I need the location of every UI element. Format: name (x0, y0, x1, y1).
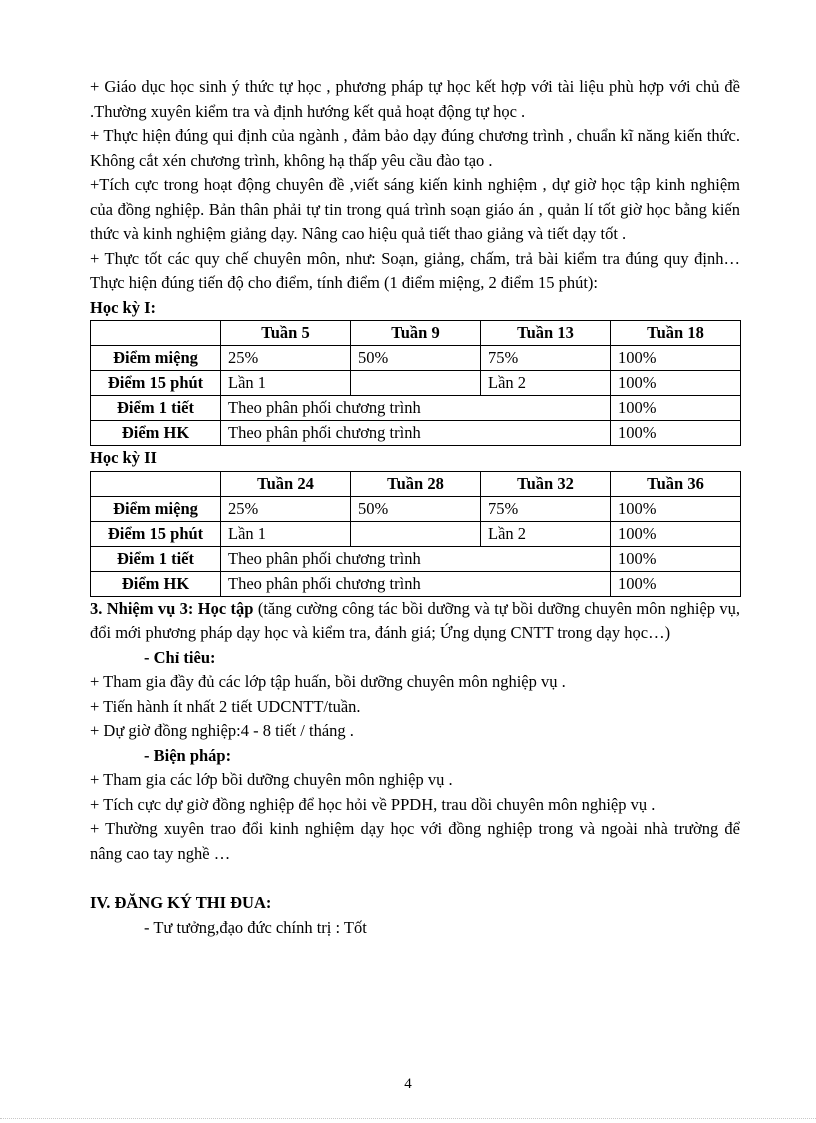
targets-heading: - Chỉ tiêu: (144, 647, 216, 667)
table-cell: 50% (351, 346, 481, 371)
document-page (90, 75, 740, 940)
target-item: + Tham gia đầy đủ các lớp tập huấn, bồi dưỡng chuyên môn nghiệp vụ . (90, 672, 566, 691)
table-cell: 25% (221, 346, 351, 371)
table-cell-merged: Theo phân phối chương trình (221, 546, 611, 571)
week-header: Tuần 18 (611, 321, 741, 346)
table-corner-cell (91, 321, 221, 346)
table-cell: 75% (481, 496, 611, 521)
table-row (91, 571, 741, 596)
paragraph-topics: +Tích cực trong hoạt động chuyên đề ,viết sáng kiến kinh nghiệm , dự giờ học tập kinh nghiệm của đồng nghiệp. Bản thân phải tự tin trong quá trình soạn giáo án , quản lí tốt giờ học bằng kiến thức và kinh nghiệm giảng dạy. Nâng cao hiệu quả tiết thao giảng và tiết dạy tốt . (90, 175, 740, 243)
paragraph-regulations: + Thực hiện đúng qui định của ngành , đảm bảo dạy đúng chương trình , chuẩn kĩ năng kiến thức. Không cắt xén chương trình, không hạ thấp yêu cầu đào tạo . (90, 126, 740, 170)
table-row (91, 521, 741, 546)
table-cell: 100% (611, 396, 741, 421)
table-cell: Lần 2 (481, 371, 611, 396)
table-cell: 25% (221, 496, 351, 521)
row-label: Điểm 15 phút (91, 521, 221, 546)
measure-item: + Tích cực dự giờ đồng nghiệp để học hỏi về PPDH, trau dồi chuyên môn nghiệp vụ . (90, 794, 656, 814)
table-row (91, 421, 741, 446)
table-cell (351, 521, 481, 546)
table-row (91, 496, 741, 521)
week-header: Tuần 13 (481, 321, 611, 346)
row-label: Điểm 1 tiết (91, 396, 221, 421)
table-row (91, 371, 741, 396)
row-label: Điểm miệng (91, 346, 221, 371)
row-label: Điểm miệng (91, 496, 221, 521)
page-number: 4 (404, 1076, 412, 1092)
semester2-title: Học kỳ II (90, 448, 157, 467)
week-header: Tuần 32 (481, 471, 611, 496)
task3-heading: 3. Nhiệm vụ 3: Học tập (90, 598, 254, 618)
table-cell (351, 371, 481, 396)
table-cell: Lần 1 (221, 371, 351, 396)
week-header: Tuần 24 (221, 471, 351, 496)
row-label: Điểm HK (91, 421, 221, 446)
row-label: Điểm 1 tiết (91, 546, 221, 571)
measure-item: + Tham gia các lớp bồi dưỡng chuyên môn nghiệp vụ . (90, 770, 453, 789)
table-row (91, 546, 741, 571)
table-header-row (91, 471, 741, 496)
table-header-row (91, 321, 741, 346)
semester2-table (90, 471, 741, 597)
row-label: Điểm 15 phút (91, 371, 221, 396)
task3-paragraph (90, 597, 740, 646)
week-header: Tuần 5 (221, 321, 351, 346)
measures-heading: - Biện pháp: (144, 745, 232, 765)
table-cell-merged: Theo phân phối chương trình (221, 396, 611, 421)
table-cell: 75% (481, 346, 611, 371)
table-cell-merged: Theo phân phối chương trình (221, 571, 611, 596)
table-cell: 50% (351, 496, 481, 521)
week-header: Tuần 28 (351, 471, 481, 496)
table-cell: 100% (611, 371, 741, 396)
table-row (91, 396, 741, 421)
section4-item: - Tư tưởng,đạo đức chính trị : Tốt (144, 917, 367, 937)
measure-item: + Thường xuyên trao đổi kinh nghiệm dạy học với đồng nghiệp trong và ngoài nhà trường để nâng cao tay nghề … (90, 819, 740, 863)
table-cell: 100% (611, 346, 741, 371)
table-row (91, 346, 741, 371)
task3-description: (tăng cường công tác bồi dưỡng và tự bồi dưỡng chuyên môn nghiệp vụ, đổi mới phương pháp dạy học và kiểm tra, đánh giá; Ứng dụng CNTT trong dạy học…) (90, 598, 740, 642)
week-header: Tuần 36 (611, 471, 741, 496)
paragraph-professional-rules: + Thực tốt các quy chế chuyên môn, như: Soạn, giảng, chấm, trả bài kiểm tra đúng quy định… Thực hiện đúng tiến độ cho điểm, tính điểm (1 điểm miệng, 2 điểm 15 phút): (90, 248, 740, 292)
table-cell: 100% (611, 521, 741, 546)
week-header: Tuần 9 (351, 321, 481, 346)
table-cell: 100% (611, 571, 741, 596)
section4-heading: IV. ĐĂNG KÝ THI ĐUA: (90, 893, 272, 912)
target-item: + Dự giờ đồng nghiệp:4 - 8 tiết / tháng . (90, 721, 354, 740)
table-cell: 100% (611, 546, 741, 571)
table-cell: Lần 1 (221, 521, 351, 546)
footer-divider (0, 1118, 816, 1119)
semester1-title: Học kỳ I: (90, 297, 156, 317)
table-cell: 100% (611, 421, 741, 446)
target-item: + Tiến hành ít nhất 2 tiết UDCNTT/tuần. (90, 696, 361, 716)
table-cell: Lần 2 (481, 521, 611, 546)
semester1-table (90, 320, 741, 446)
table-cell: 100% (611, 496, 741, 521)
table-cell-merged: Theo phân phối chương trình (221, 421, 611, 446)
spacer (90, 866, 740, 891)
row-label: Điểm HK (91, 571, 221, 596)
paragraph-self-study: + Giáo dục học sinh ý thức tự học , phương pháp tự học kết hợp với tài liệu phù hợp với chủ đề .Thường xuyên kiểm tra và định hướng kết quả hoạt động tự học . (90, 77, 740, 121)
table-corner-cell (91, 471, 221, 496)
